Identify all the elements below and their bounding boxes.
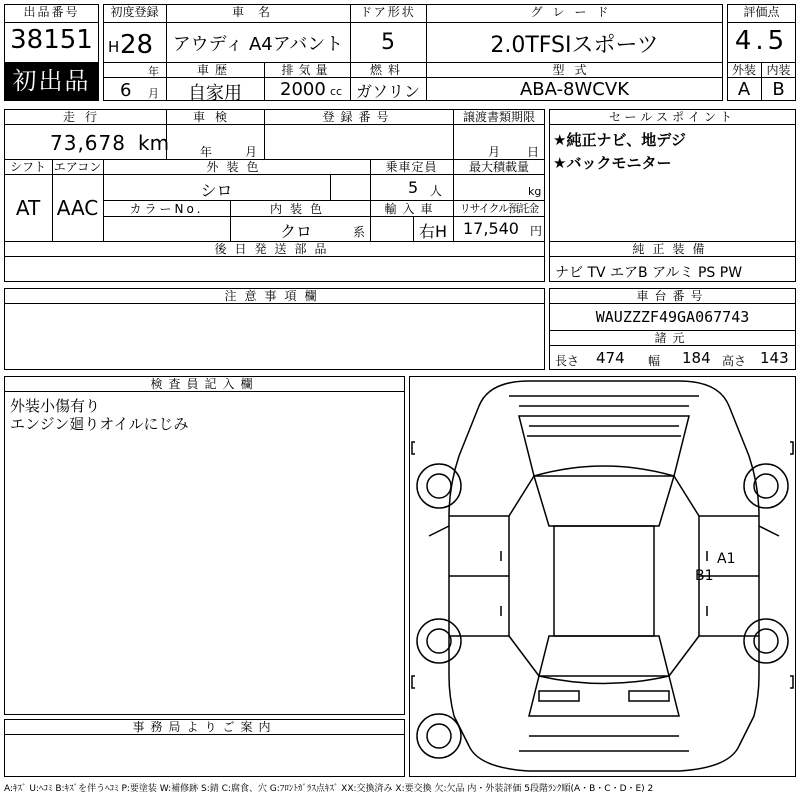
equipment-label: 純正装備 (632, 242, 713, 256)
chassis-number: WAUZZZF49GA067743 (595, 308, 750, 326)
damage-mark-b1: B1 (695, 568, 714, 584)
recycle-fee: 17,540 (463, 219, 519, 238)
mileage-label: 走行 (62, 110, 107, 124)
import-label: 輸入車 (384, 202, 439, 216)
first-listing-badge: 初出品 (5, 63, 98, 100)
ext-color: シロ (200, 181, 233, 200)
history-label: 車歴 (196, 63, 233, 77)
car-name-label: 車名 (231, 5, 284, 19)
capacity-label: 乗車定員 (385, 160, 438, 174)
length: 474 (596, 349, 625, 367)
transfer-doc-label: 譲渡書類期限 (462, 110, 535, 124)
grade-label: グレード (530, 5, 619, 19)
score-label: 評価点 (743, 5, 780, 19)
inspection-month-unit: 月 (245, 145, 258, 159)
int-color: クロ (280, 222, 313, 241)
office-label: 事務局よりご案内 (132, 720, 277, 734)
reg-number-label: 登録番号 (322, 110, 395, 124)
era-prefix: H (108, 38, 120, 56)
fuel-label: 燃料 (369, 63, 406, 77)
max-load-label: 最大積載量 (468, 160, 529, 174)
recycle-label: リサイクル預託金 (459, 202, 539, 215)
capacity: 5 (408, 178, 419, 197)
shift: AT (15, 196, 41, 220)
car-name: アウディ A4アバント (172, 34, 344, 55)
width-label: 幅 (648, 354, 661, 368)
score: 4.5 (734, 26, 789, 56)
inspector-line: エンジン廻りオイルにじみ (10, 415, 189, 433)
month-unit: 月 (148, 87, 159, 100)
displacement-label: 排気量 (281, 63, 333, 77)
model-code-label: 型式 (552, 63, 597, 77)
inspection-year-unit: 年 (200, 145, 213, 159)
notes-label: 注意事項欄 (224, 289, 325, 303)
inspection-label: 車検 (192, 110, 237, 124)
later-parts-label: 後日発送部品 (214, 242, 335, 256)
interior-grade: B (772, 79, 785, 100)
legend: A:ｷｽﾞ U:ﾍｺﾐ B:ｷｽﾞを伴うﾍｺﾐ P:要塗装 W:補修跡 S:錆 C:腐食、穴 G:ﾌﾛﾝﾄｶﾞﾗｽ点ｷｽﾞ XX:交換済み X:要交換 欠:欠品 内・外装評価 5段階ﾗﾝｸ順(A・B・C・D・E) 2 (4, 784, 654, 794)
doors-label: ドア形状 (360, 5, 416, 19)
steering: 右H (418, 222, 448, 241)
first-reg-label: 初度登録 (110, 5, 159, 19)
max-load-unit: kg (528, 185, 542, 198)
history: 自家用 (188, 83, 242, 104)
sales-points-label: セールスポイント (609, 110, 736, 124)
damage-mark-a1: A1 (717, 551, 736, 567)
sales-point-item: ★バックモニター (553, 154, 672, 172)
displacement: 2000 (280, 79, 326, 100)
shift-label: シフト (9, 160, 46, 174)
first-reg-month: 6 (120, 80, 132, 101)
height-label: 高さ (722, 354, 747, 368)
car-diagram (409, 376, 796, 777)
interior-label: 内装 (766, 63, 791, 77)
model-code: ABA-8WCVK (519, 79, 629, 100)
width: 184 (682, 349, 711, 367)
int-color-unit: 系 (353, 225, 366, 239)
fuel: ガソリン (355, 82, 420, 101)
equipment-value: ナビ TV エアB アルミ PS PW (555, 265, 743, 281)
inspector-line: 外装小傷有り (10, 397, 101, 415)
recycle-unit: 円 (530, 224, 543, 238)
height: 143 (760, 349, 789, 367)
ext-color-label: 外装色 (206, 160, 267, 174)
mileage-unit: km (138, 131, 170, 155)
mileage: 73,678 (50, 131, 126, 155)
lot-number-label: 出品番号 (23, 5, 80, 19)
displacement-unit: cc (330, 85, 343, 98)
inspector-label: 検査員記入欄 (150, 377, 259, 391)
capacity-unit: 人 (430, 184, 443, 198)
chassis-label: 車台番号 (636, 289, 709, 303)
doc-month-unit: 月 (488, 145, 501, 159)
exterior-grade: A (737, 79, 751, 100)
first-reg-year: 28 (120, 30, 154, 60)
dims-label: 諸元 (654, 331, 691, 345)
sales-point-item: ★純正ナビ、地デジ (553, 131, 686, 149)
grade: 2.0TFSIスポーツ (490, 33, 659, 58)
year-unit: 年 (148, 65, 159, 78)
color-no-label: カラーNo. (129, 202, 204, 216)
length-label: 長さ (555, 354, 580, 368)
lot-number: 38151 (10, 25, 93, 55)
int-color-label: 内装色 (269, 202, 330, 216)
aircon: AAC (56, 196, 99, 220)
aircon-label: エアコン (53, 160, 102, 174)
doc-day-unit: 日 (527, 145, 540, 159)
doors: 5 (381, 30, 395, 55)
exterior-label: 外装 (731, 63, 756, 77)
